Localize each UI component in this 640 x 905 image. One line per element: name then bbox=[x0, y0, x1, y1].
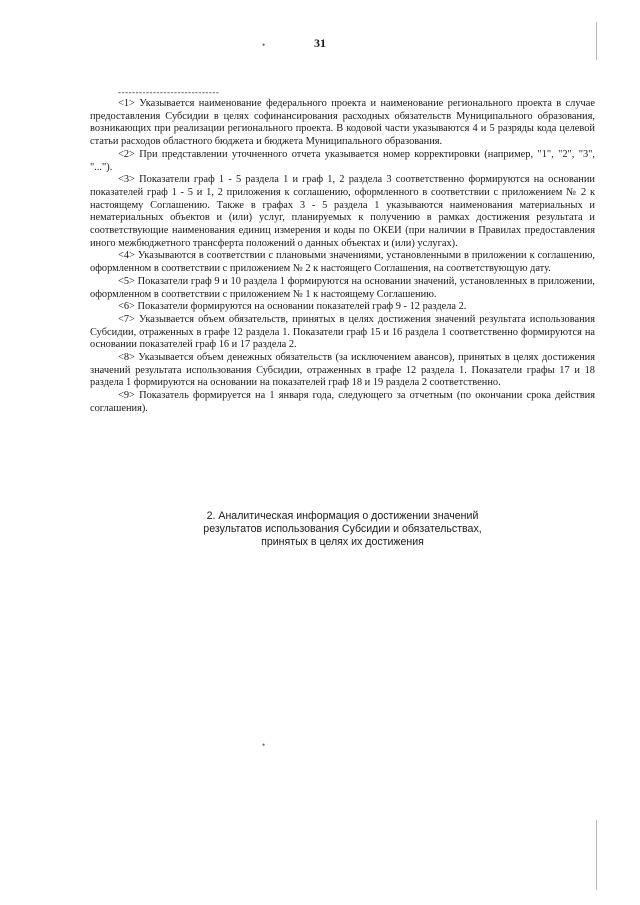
footnote-9: <9> Показатель формируется на 1 января года, следующего за отчетным (по окончании срока действия соглашения). bbox=[90, 390, 595, 414]
footnote-separator: ----------------------------- bbox=[118, 87, 220, 97]
footnote-1: <1> Указывается наименование федерального проекта и наименование регионального проекта в случае предоставления Субсидии в целях софинансирования расходных обязательств Муниципального образования, возникающих при реализации регионального проекта. В кодовой части указываются 4 и 5 разряды кода целевой статьи расходов областного бюджета и бюджета Муниципального образования. bbox=[90, 98, 595, 148]
section-heading bbox=[90, 510, 595, 549]
footnote-6: <6> Показатели формируются на основании показателей граф 9 - 12 раздела 2. bbox=[118, 301, 467, 313]
footnote-2: <2> При представлении уточненного отчета указывается номер корректировки (например, "1", "2", "3", "..."). bbox=[90, 148, 595, 173]
page-number: 31 bbox=[314, 36, 326, 50]
scan-edge-bottom bbox=[596, 820, 597, 890]
scan-speck: • bbox=[262, 40, 266, 50]
section-heading-line-2: результатов использования Субсидии и обязательствах, bbox=[203, 522, 482, 535]
footnote-3: <3> Показатели граф 1 - 5 раздела 1 и граф 1, 2 раздела 3 соответственно формируются на основании показателей граф 1 - 5 и 1, 2 приложения к соглашению, оформленного в соответствии с приложением № 2 к настоящему Соглашению. Также в графах 3 - 5 раздела 1 указываются наименования материальных и нематериальных объектов и (или) услуг, планируемых к получению в рамках достижения результата и соответствующие наименования единиц измерения и коды по ОКЕИ (при наличии в Правилах предоставления иного межбюджетного трансферта положений о данных объектах и (или) услугах). bbox=[90, 174, 595, 249]
scan-edge-top bbox=[596, 22, 597, 60]
footnote-5: <5> Показатели граф 9 и 10 раздела 1 формируются на основании значений, установленных в приложении, оформленном в соответствии с приложением № 1 к настоящему Соглашению. bbox=[90, 275, 595, 300]
section-heading-line-3: принятых в целях их достижения bbox=[261, 535, 424, 548]
footnote-4: <4> Указываются в соответствии с плановыми значениями, установленными в приложении к соглашению, оформленном в соответствии с приложением № 2 к настоящего Соглашения, на соответствующую дату. bbox=[90, 250, 595, 275]
footnote-8: <8> Указывается объем денежных обязательств (за исключением авансов), принятых в целях достижения значений результата использования Субсидии, отраженных в графе 12 раздела 1. Показатели графы 17 и 18 раздела 1 формируются на основании на показателей граф 18 и 19 раздела 2 соответственно. bbox=[90, 352, 595, 389]
footnote-7: <7> Указывается объем обязательств, принятых в целях достижения значений результата использования Субсидии, отраженных в графе 12 раздела 1. Показатели граф 15 и 16 раздела 1 соответственно формируются на основании показателей граф 16 и 17 раздела 2. bbox=[90, 313, 595, 351]
scan-speck: • bbox=[262, 740, 266, 750]
footnotes bbox=[90, 98, 595, 416]
section-heading-line-1: 2. Аналитическая информация о достижении значений bbox=[206, 510, 479, 522]
